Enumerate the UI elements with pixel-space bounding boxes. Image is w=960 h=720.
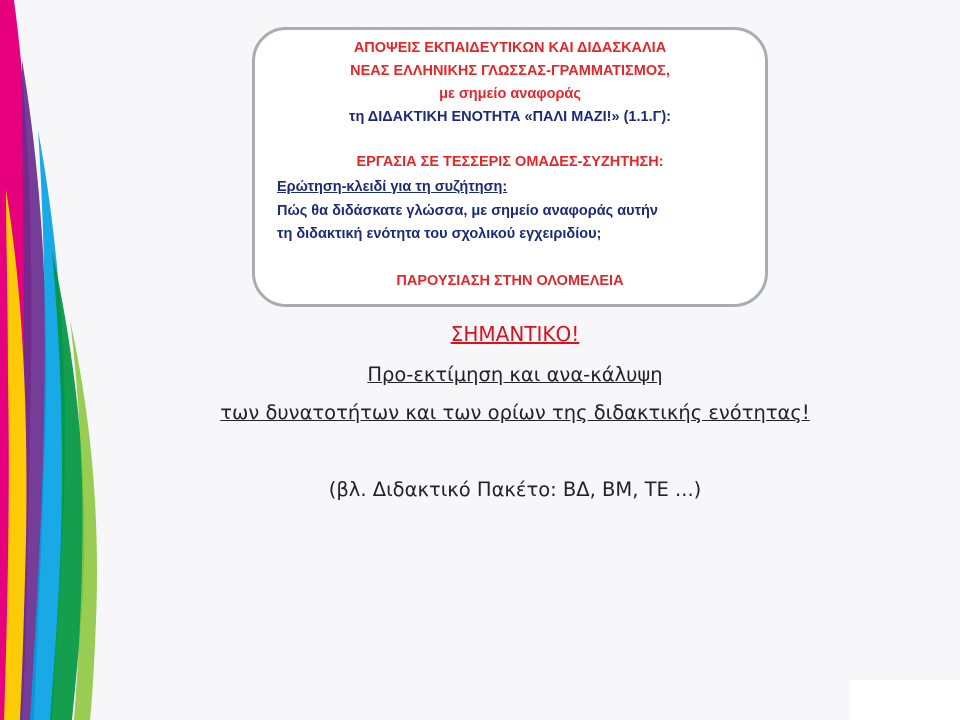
important-heading: ΣΗΜΑΝΤΙΚΟ!	[450, 322, 580, 346]
card-title-line-1: ΑΠΟΨΕΙΣ ΕΚΠΑΙΔΕΥΤΙΚΩΝ ΚΑΙ ΔΙΔΑΣΚΑΛΙΑ	[353, 40, 667, 56]
card-title-line-3: με σημείο αναφοράς	[439, 86, 581, 102]
question-line-2: τη διδακτική ενότητα του σχολικού εγχειριδίου;	[277, 226, 602, 242]
task-heading: ΕΡΓΑΣΙΑ ΣΕ ΤΕΣΣΕΡΙΣ ΟΜΑΔΕΣ-ΣΥΖΗΤΗΣΗ:	[356, 154, 664, 170]
card-title-line-4: τη ΔΙΔΑΚΤΙΚΗ ΕΝΟΤΗΤΑ «ΠΑΛΙ ΜΑΖΙ!» (1.1.Γ):	[348, 109, 671, 125]
notice-line-2: των δυνατοτήτων και των ορίων της διδακτικής ενότητας!	[220, 401, 810, 424]
activity-card	[252, 27, 768, 307]
notice-line-1: Προ-εκτίμηση και ανα-κάλυψη	[367, 363, 663, 386]
question-label: Ερώτηση-κλειδί για τη συζήτηση:	[277, 179, 508, 195]
question-line-1: Πώς θα διδάσκατε γλώσσα, με σημείο αναφοράς αυτήν	[277, 203, 658, 219]
reference-note: (βλ. Διδακτικό Πακέτο: ΒΔ, ΒΜ, ΤΕ ...)	[328, 478, 702, 501]
card-title-line-2: ΝΕΑΣ ΕΛΛΗΝΙΚΗΣ ΓΛΩΣΣΑΣ-ΓΡΑΜΜΑΤΙΣΜΟΣ,	[350, 63, 670, 79]
corner-block	[850, 680, 960, 720]
presentation-note: ΠΑΡΟΥΣΙΑΣΗ ΣΤΗΝ ΟΛΟΜΕΛΕΙΑ	[396, 273, 624, 289]
decorative-ribbons	[0, 0, 120, 720]
